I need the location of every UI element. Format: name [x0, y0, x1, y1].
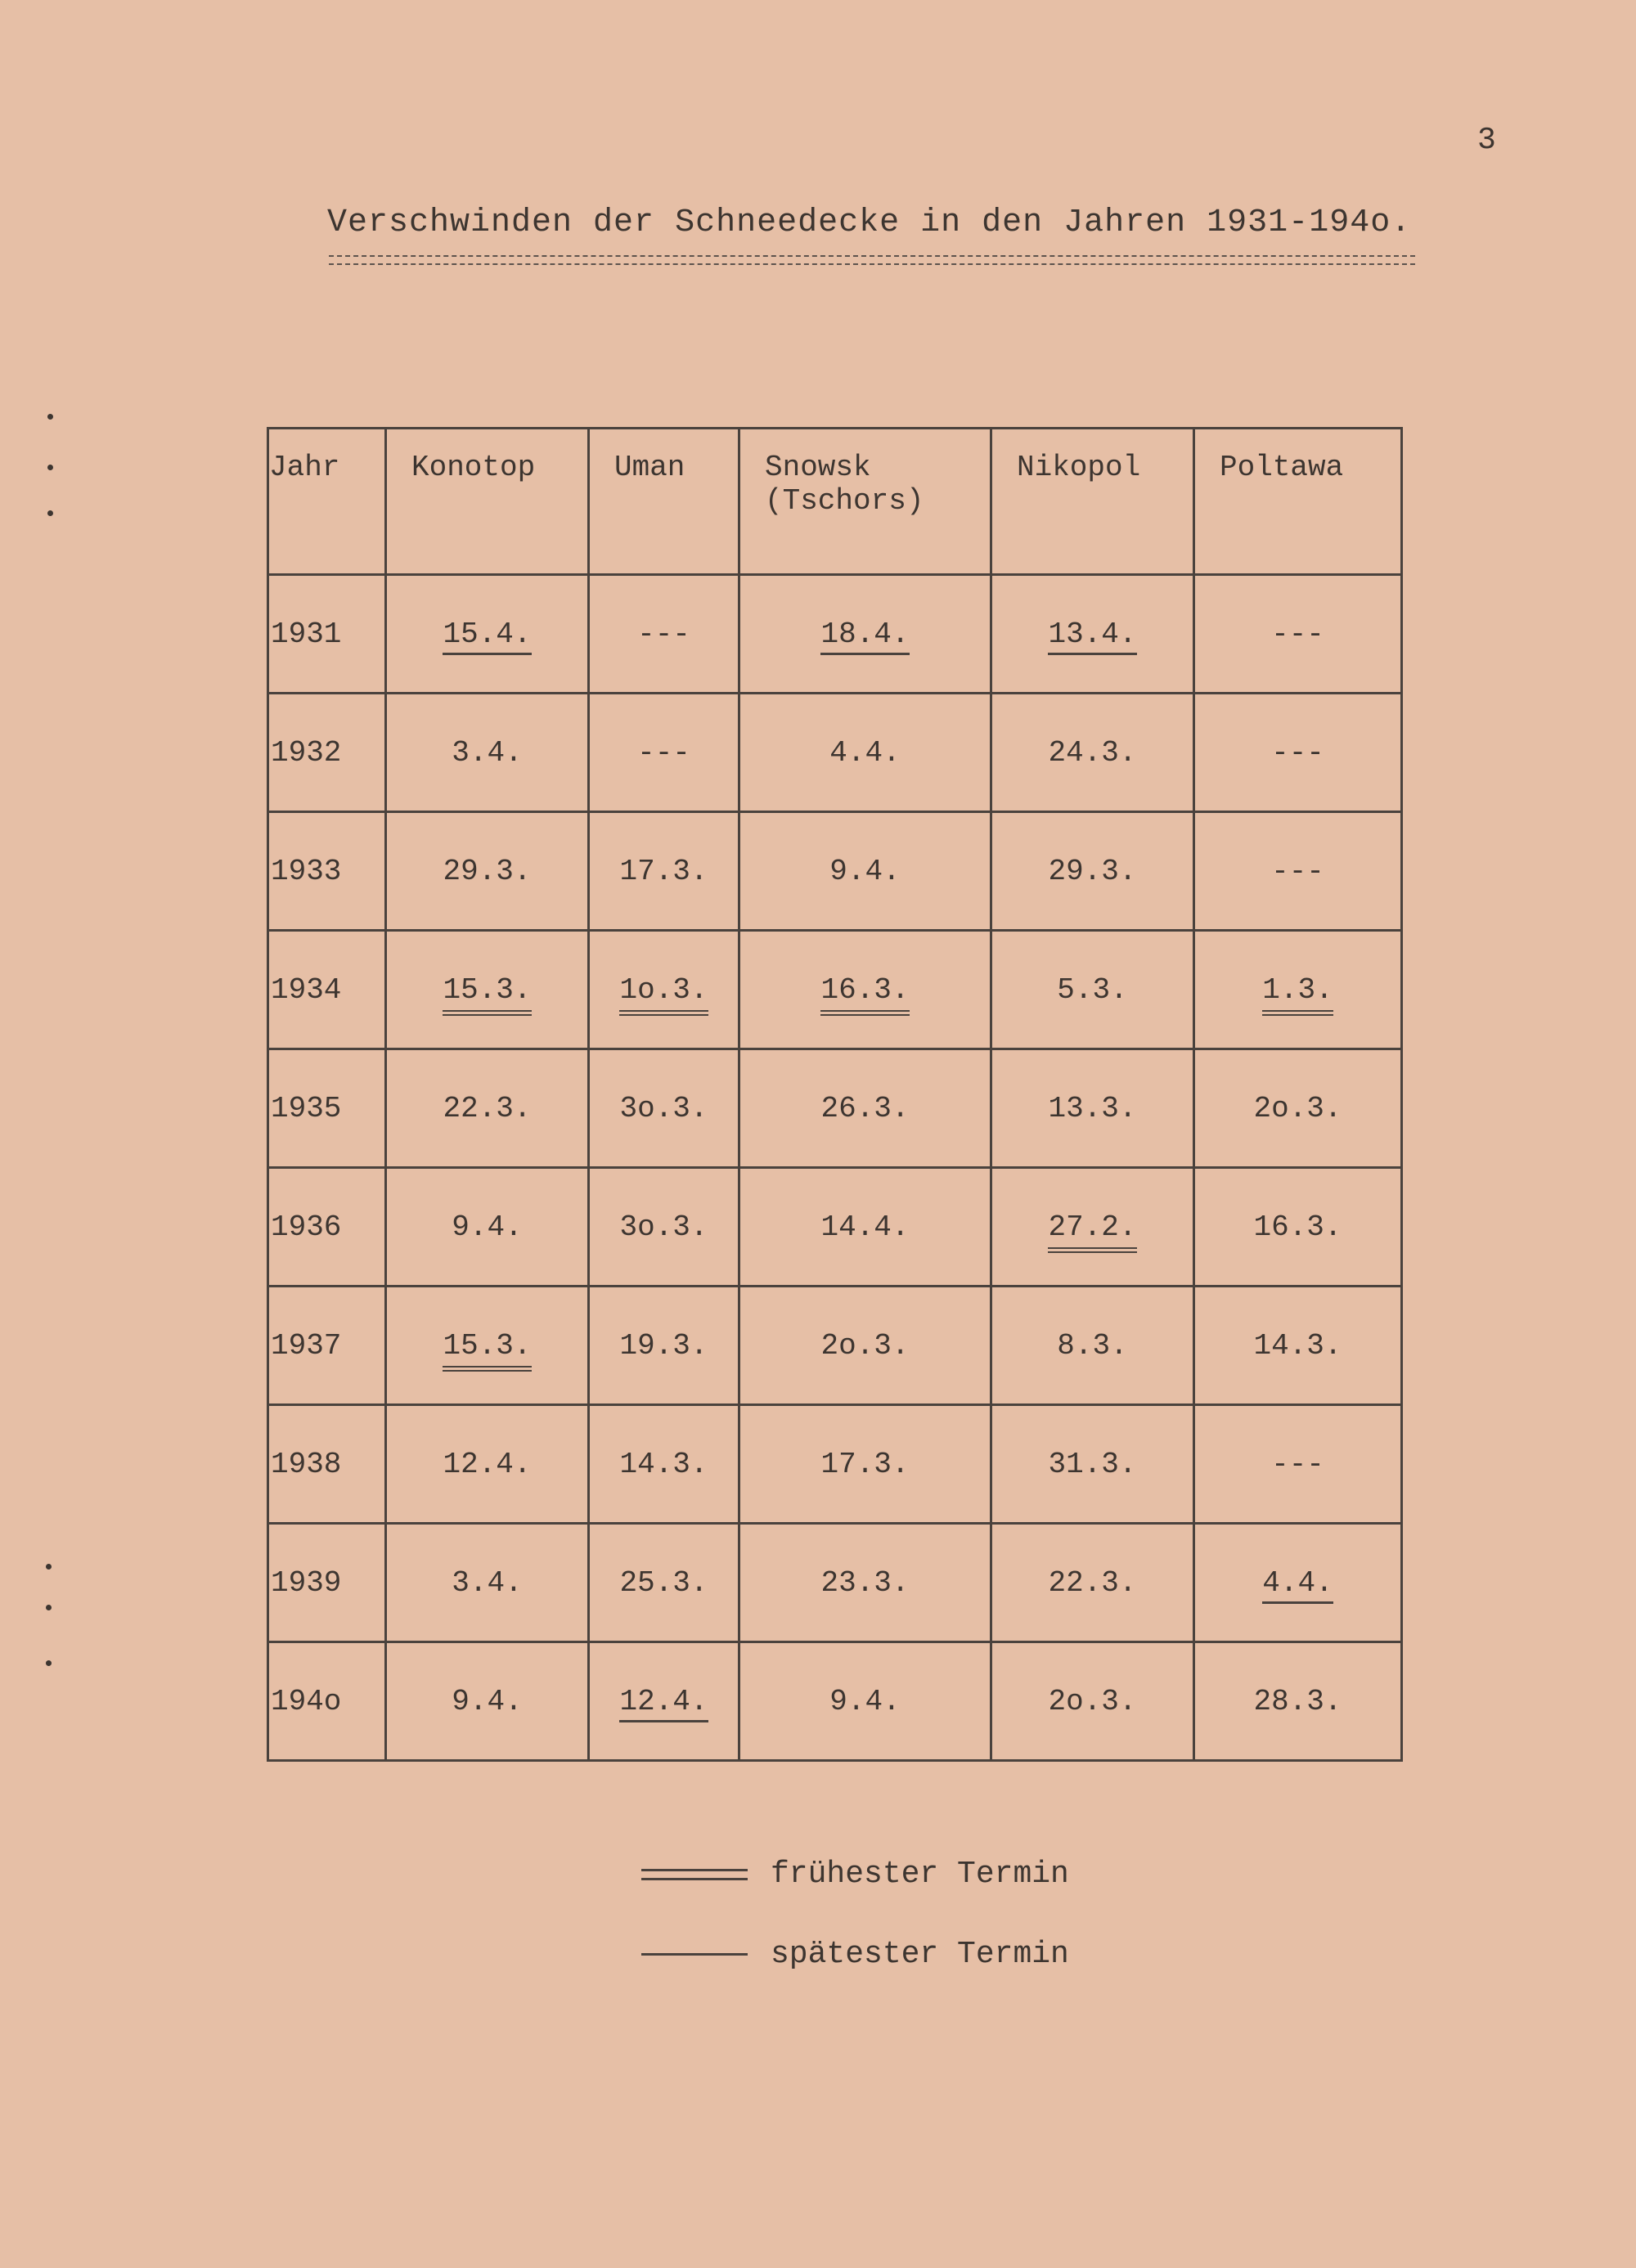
table-row	[268, 1642, 1402, 1761]
cell-uman	[589, 1287, 739, 1405]
cell-value: 14.4.	[820, 1210, 910, 1244]
cell-value: 22.3.	[1048, 1565, 1137, 1600]
cell-snowsk	[739, 1524, 991, 1642]
cell-year	[268, 812, 386, 931]
cell-nikopol	[991, 1168, 1194, 1287]
cell-year	[268, 1287, 386, 1405]
earliest-date-value: 15.3.	[443, 1329, 531, 1372]
legend-earliest-label: frühester Termin	[771, 1857, 1069, 1892]
cell-value: 24.3.	[1048, 735, 1137, 770]
latest-date-value: 15.4.	[443, 618, 531, 655]
cell-value: 1939	[271, 1565, 342, 1600]
table-row	[268, 1168, 1402, 1287]
snow-cover-table	[267, 427, 1403, 1762]
cell-uman	[589, 1405, 739, 1524]
cell-poltawa	[1194, 812, 1402, 931]
table-row	[268, 812, 1402, 931]
cell-value: ---	[1271, 735, 1324, 770]
latest-date-value: 18.4.	[820, 618, 909, 655]
cell-konotop	[386, 1524, 589, 1642]
cell-uman	[589, 1524, 739, 1642]
cell-year	[268, 575, 386, 694]
cell-nikopol	[991, 931, 1194, 1049]
cell-value: 25.3.	[619, 1565, 708, 1600]
cell-value: 23.3.	[820, 1565, 910, 1600]
cell-value: 16.3.	[1253, 1210, 1342, 1244]
cell-value: 12.4.	[443, 1447, 532, 1481]
cell-value: ---	[1271, 1447, 1324, 1481]
cell-poltawa	[1194, 1168, 1402, 1287]
cell-value: 29.3.	[443, 854, 532, 888]
cell-poltawa	[1194, 694, 1402, 812]
cell-value: 14.3.	[619, 1447, 708, 1481]
cell-konotop	[386, 931, 589, 1049]
earliest-date-value: 1o.3.	[619, 973, 708, 1016]
cell-value: 2o.3.	[820, 1328, 910, 1363]
cell-uman	[589, 1049, 739, 1168]
latest-date-value: 4.4.	[1262, 1566, 1333, 1604]
cell-konotop	[386, 1168, 589, 1287]
cell-snowsk	[739, 1405, 991, 1524]
page-number: 3	[1477, 123, 1496, 158]
cell-snowsk	[739, 1168, 991, 1287]
cell-snowsk	[739, 1049, 991, 1168]
punch-mark	[46, 1660, 52, 1666]
cell-value: 1937	[271, 1328, 342, 1363]
cell-konotop	[386, 1642, 589, 1761]
cell-konotop	[386, 575, 589, 694]
table-row	[268, 1287, 1402, 1405]
cell-poltawa	[1194, 1642, 1402, 1761]
cell-value: 2o.3.	[1048, 1684, 1137, 1718]
cell-value: 1932	[271, 735, 342, 770]
cell-value: 8.3.	[1057, 1328, 1128, 1363]
latest-date-value: 13.4.	[1048, 618, 1136, 655]
cell-value: 3o.3.	[619, 1210, 708, 1244]
cell-snowsk	[739, 694, 991, 812]
cell-snowsk	[739, 812, 991, 931]
cell-snowsk	[739, 1287, 991, 1405]
cell-value: 9.4.	[829, 1684, 901, 1718]
punch-mark	[47, 510, 53, 516]
cell-nikopol	[991, 1287, 1194, 1405]
cell-value: 5.3.	[1057, 972, 1128, 1007]
cell-value: 1936	[271, 1210, 342, 1244]
punch-mark	[46, 1605, 52, 1610]
legend-latest	[641, 1937, 1069, 1972]
cell-year	[268, 1049, 386, 1168]
cell-nikopol	[991, 812, 1194, 931]
cell-year	[268, 1642, 386, 1761]
cell-poltawa	[1194, 575, 1402, 694]
cell-value: 194o	[271, 1684, 342, 1718]
cell-value: 1933	[271, 854, 342, 888]
title-underline	[329, 255, 1415, 265]
cell-uman	[589, 812, 739, 931]
cell-konotop	[386, 812, 589, 931]
legend-earliest	[641, 1857, 1069, 1892]
cell-year	[268, 1168, 386, 1287]
cell-nikopol	[991, 694, 1194, 812]
table-row	[268, 694, 1402, 812]
single-underline-sample	[641, 1953, 748, 1956]
cell-konotop	[386, 694, 589, 812]
header-poltawa: Poltawa	[1194, 429, 1402, 575]
header-konotop: Konotop	[386, 429, 589, 575]
table-row	[268, 1524, 1402, 1642]
punch-mark	[47, 465, 53, 470]
cell-poltawa	[1194, 1524, 1402, 1642]
cell-snowsk	[739, 575, 991, 694]
header-nikopol: Nikopol	[991, 429, 1194, 575]
cell-poltawa	[1194, 931, 1402, 1049]
cell-nikopol	[991, 575, 1194, 694]
cell-value: 2o.3.	[1253, 1091, 1342, 1125]
cell-value: 31.3.	[1048, 1447, 1137, 1481]
cell-value: 9.4.	[452, 1684, 523, 1718]
punch-mark	[46, 1564, 52, 1570]
header-snowsk: Snowsk (Tschors)	[739, 429, 991, 575]
table-row	[268, 1405, 1402, 1524]
cell-uman	[589, 1168, 739, 1287]
cell-konotop	[386, 1287, 589, 1405]
cell-value: 1931	[271, 617, 342, 651]
cell-value: 1935	[271, 1091, 342, 1125]
table-row	[268, 1049, 1402, 1168]
cell-value: 26.3.	[820, 1091, 910, 1125]
cell-year	[268, 931, 386, 1049]
cell-value: 4.4.	[829, 735, 901, 770]
earliest-date-value: 16.3.	[820, 973, 909, 1016]
earliest-date-value: 1.3.	[1262, 973, 1333, 1016]
table-row	[268, 575, 1402, 694]
cell-nikopol	[991, 1642, 1194, 1761]
cell-value: 28.3.	[1253, 1684, 1342, 1718]
table-header-row	[268, 429, 1402, 575]
table-row	[268, 931, 1402, 1049]
cell-value: 13.3.	[1048, 1091, 1137, 1125]
cell-year	[268, 1524, 386, 1642]
cell-nikopol	[991, 1405, 1194, 1524]
header-year: Jahr	[268, 429, 386, 575]
earliest-date-value: 15.3.	[443, 973, 531, 1016]
cell-poltawa	[1194, 1287, 1402, 1405]
cell-snowsk	[739, 931, 991, 1049]
cell-nikopol	[991, 1049, 1194, 1168]
legend-latest-label: spätester Termin	[771, 1937, 1069, 1972]
punch-mark	[47, 414, 53, 420]
cell-value: ---	[1271, 854, 1324, 888]
double-underline-sample	[641, 1869, 748, 1880]
cell-uman	[589, 694, 739, 812]
cell-value: 3o.3.	[619, 1091, 708, 1125]
cell-nikopol	[991, 1524, 1194, 1642]
header-uman: Uman	[589, 429, 739, 575]
cell-uman	[589, 1642, 739, 1761]
cell-value: 22.3.	[443, 1091, 532, 1125]
cell-value: 3.4.	[452, 1565, 523, 1600]
cell-value: ---	[1271, 617, 1324, 651]
cell-uman	[589, 931, 739, 1049]
cell-value: 14.3.	[1253, 1328, 1342, 1363]
cell-value: 3.4.	[452, 735, 523, 770]
earliest-date-value: 27.2.	[1048, 1210, 1136, 1253]
cell-konotop	[386, 1405, 589, 1524]
cell-value: 17.3.	[619, 854, 708, 888]
cell-value: 9.4.	[452, 1210, 523, 1244]
latest-date-value: 12.4.	[619, 1685, 708, 1722]
cell-poltawa	[1194, 1049, 1402, 1168]
cell-value: ---	[637, 617, 690, 651]
cell-year	[268, 1405, 386, 1524]
cell-value: 1934	[271, 972, 342, 1007]
cell-poltawa	[1194, 1405, 1402, 1524]
cell-uman	[589, 575, 739, 694]
cell-value: 29.3.	[1048, 854, 1137, 888]
cell-value: ---	[637, 735, 690, 770]
cell-value: 1938	[271, 1447, 342, 1481]
cell-year	[268, 694, 386, 812]
cell-value: 19.3.	[619, 1328, 708, 1363]
cell-value: 9.4.	[829, 854, 901, 888]
cell-value: 17.3.	[820, 1447, 910, 1481]
cell-snowsk	[739, 1642, 991, 1761]
cell-konotop	[386, 1049, 589, 1168]
page-title: Verschwinden der Schneedecke in den Jahren 1931-194o.	[327, 204, 1412, 241]
